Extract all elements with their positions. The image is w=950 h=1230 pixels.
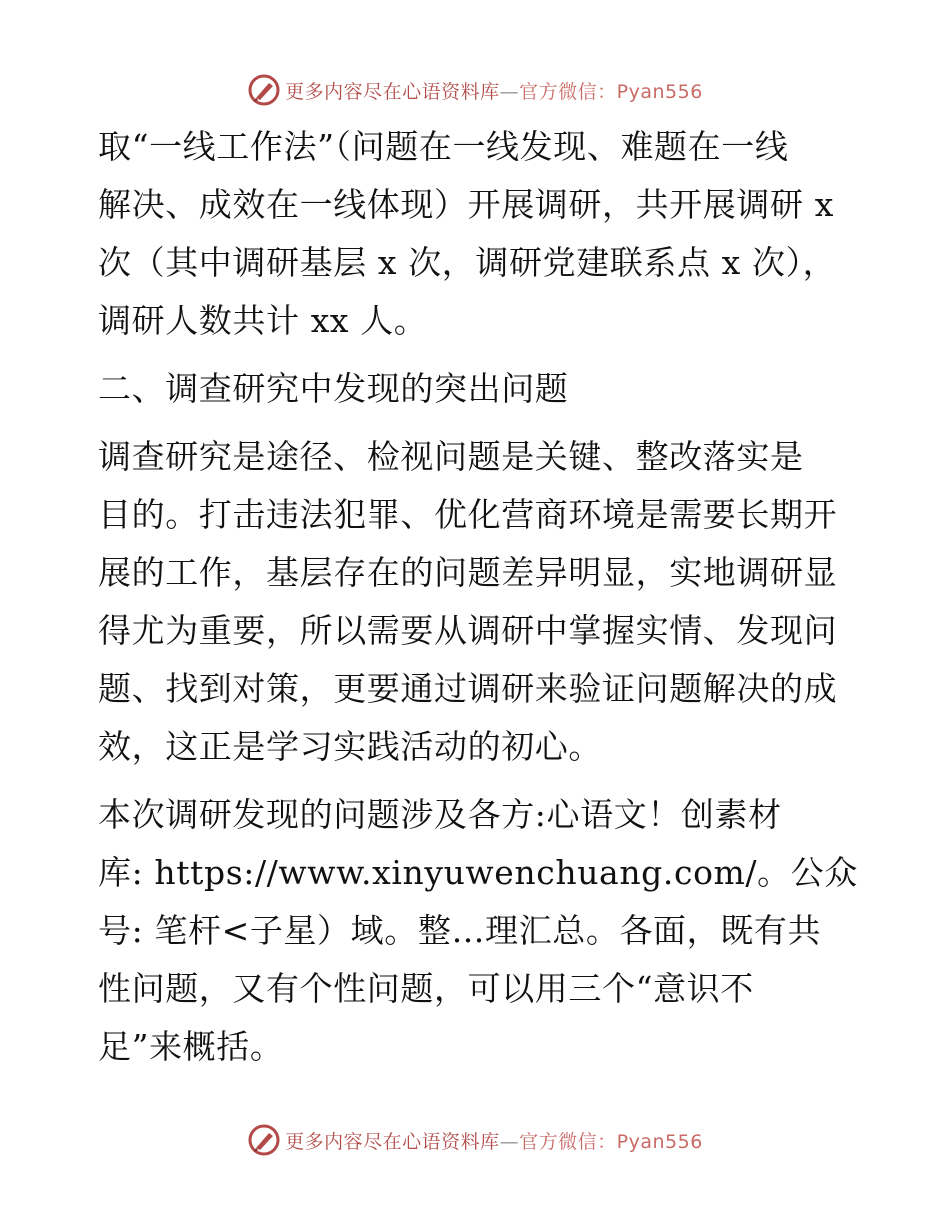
footer-watermark [0,1120,950,1160]
text-line: 效，这正是学习实践活动的初心。 [98,727,602,766]
text-line: 次（其中调研基层 x 次，调研党建联系点 x 次）， [98,243,837,282]
text-line: 本次调研发现的问题涉及各方:心语文！创素材 [98,795,782,834]
text-line: 性问题，又有个性问题，可以用三个“意识不 [98,969,754,1008]
text-line: 号: 笔杆<子星）域。整…理汇总。各面，既有共 [98,911,822,950]
text-line: 得尤为重要，所以需要从调研中掌握实情、发现问 [98,611,838,650]
text-line: 调查研究是途径、检视问题是关键、整改落实是 [98,437,804,476]
text-line: 解决、成效在一线体现）开展调研，共开展调研 x [98,185,834,224]
text-line: 目的。打击违法犯罪、优化营商环境是需要长期开 [98,495,838,534]
text-line: 足”来概括。 [98,1027,284,1066]
text-line: 库: https://www.xinyuwenchuang.com/。公众 [98,853,858,892]
pen-logo-icon [247,1123,281,1157]
section-heading: 二、调查研究中发现的突出问题 [98,369,569,408]
text-line: 展的工作，基层存在的问题差异明显，实地调研显 [98,553,838,592]
watermark-text: 更多内容尽在心语资料库—官方微信：Pyan556 [285,80,703,103]
text-line: 题、找到对策，更要通过调研来验证问题解决的成 [98,669,838,708]
header-watermark [0,70,950,110]
pen-logo-icon [247,73,281,107]
watermark-text: 更多内容尽在心语资料库—官方微信：Pyan556 [285,1130,703,1153]
text-line: 取“一线工作法”（问题在一线发现、难题在一线 [98,127,789,166]
document-body [98,118,858,1076]
text-line: 调研人数共计 xx 人。 [98,301,428,340]
